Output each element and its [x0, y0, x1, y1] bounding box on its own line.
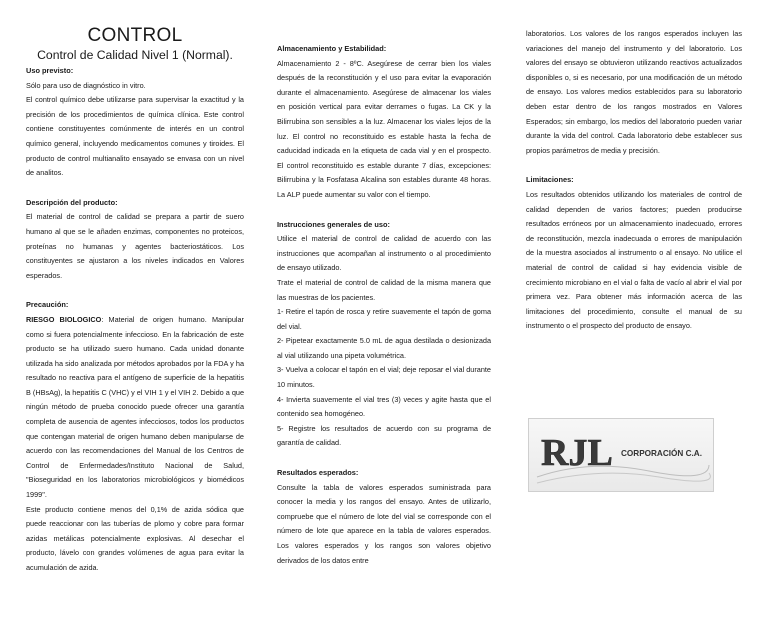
uso-text-1: Sólo para uso de diagnóstico in vitro. [26, 80, 146, 90]
instrucciones-text-1: Utilice el material de control de calidad de acuerdo con las instrucciones que acompañan al instrumento o al procedimiento de ensayo utilizado. [277, 234, 491, 273]
section-heading-precaucion: Precaución: [26, 300, 69, 310]
instrucciones-step-3: 3- Vuelva a colocar el tapón en el vial; deje reposar el vial durante 10 minutos. [277, 365, 491, 390]
section-heading-descripcion: Descripción del producto: [26, 197, 118, 207]
limitaciones-text: Los resultados obtenidos utilizando los materiales de control de calidad dependen de varios factores; pueden producirse resultados erróneos por un almacenamiento inadecuado, errores de reconstitución, mezcla inadecuada o errores de manipulación de la muestra asociados al instrumento o al ensayo. No utilice el material de control de calidad si hay evidencia visible de crecimiento microbiano en el vial o falta de vacío al abrir el vial por primera vez. Para obtener más información acerca de las limitaciones del procedimiento, consulte el manual de su instrumento o el prospecto del producto de ensayo. [526, 189, 742, 331]
column-right [526, 27, 742, 334]
resultados-text-continued: laboratorios. Los valores de los rangos esperados incluyen las variaciones del manejo del instrumento y del laboratorio. Los valores del ensayo se obtuvieron utilizando reactivos actualizados disponibles o, si es necesario, por una modificación de un método de ensayo. Los valores medios establecidos para su laboratorio deben estar dentro de los rangos mostrados en Valores Esperados; sin embargo, los medios del laboratorio pueden variar durante la vida del control. Cada laboratorio debe establecer sus propios parámetros de media y precisión. [526, 29, 742, 155]
section-heading-limitaciones: Limitaciones: [526, 175, 574, 185]
column-middle [277, 42, 491, 568]
instrucciones-step-4: 4- Invierta suavemente el vial tres (3) veces y agite hasta que el contenido sea homogéneo. [277, 394, 491, 419]
precaucion-body: : Material de origen humano. Manipular como si fuera potencialmente infeccioso. En la fabricación de este producto se ha utilizado suero humano. Cada unidad donante utilizada ha sido analizada por métodos aprobados por la FDA y ha resultado no reactiva para el antígeno de superficie de la hepatitis B (HBsAg), la hepatitis C (VHC) y el VIH 1 y el VIH 2. Debido a que ningún método de prueba conocido puede ofrecer una garantía completa de ausencia de agentes infecciosos, todos los productos que contengan material de origen humano deben manipularse de acuerdo con las recomendaciones del Manual de los Centros de Control de Enfermedades/Instituto Nacional de Salud, "Bioseguridad en los laboratorios microbiológicos y biomédicos 1999". [26, 314, 244, 500]
section-heading-uso: Uso previsto: [26, 66, 74, 75]
instrucciones-step-1: 1- Retire el tapón de rosca y retire suavemente el tapón de goma del vial. [277, 307, 491, 331]
column-left [26, 0, 244, 576]
rjl-logo-graphic [529, 419, 715, 493]
instrucciones-text-2: Trate el material de control de calidad de la misma manera que las muestras de los pacientes. [277, 277, 491, 302]
precaucion-text [26, 313, 244, 503]
section-heading-almacenamiento: Almacenamiento y Estabilidad: [277, 44, 387, 53]
instrucciones-step-2: 2- Pipetear exactamente 5.0 mL de agua destilada o desionizada al vial utilizando una pipeta volumétrica. [277, 336, 491, 360]
document-title: CONTROL [87, 25, 183, 46]
section-heading-instrucciones: Instrucciones generales de uso: [277, 219, 390, 229]
precaucion-text-2: Este producto contiene menos del 0,1% de azida sódica que puede reaccionar con las tuberías de plomo y cobre para formar azidas metálicas potencialmente explosivas. Al desechar el producto, lávelo con grandes volúmenes de agua para evitar la acumulación de azida. [26, 504, 244, 572]
instrucciones-step-5: 5- Registre los resultados de acuerdo con su programa de garantía de calidad. [277, 423, 491, 448]
document-subtitle: Control de Calidad Nivel 1 (Normal). [37, 48, 233, 62]
logo-company-name: CORPORACIÓN C.A. [621, 449, 702, 458]
almacenamiento-text: Almacenamiento 2 - 8ºC. Asegúrese de cerrar bien los viales después de la reconstitución y el uso para evitar la evaporación durante el almacenamiento. Asegúrese de almacenar los viales en posición vertical para evitar derrames o fugas. La CK y la Bilirrubina son sensibles a la luz. Almacenar los viales lejos de la luz. El control no reconstituido es estable hasta la fecha de caducidad indicada en la etiqueta de cada vial y en el prospecto. El control reconstituido es estable durante 7 días, excepciones: Bilirrubina y la Fosfatasa Alcalina son estables durante 48 horas. La ALP puede aumentar su valor con el tiempo. [277, 58, 491, 199]
uso-text-2: El control químico debe utilizarse para supervisar la exactitud y la precisión de los procedimientos de química clínica. Este control contiene constituyentes comúnmente de interés en un control químico general, incluyendo medicamentos comunes y tiroides. El producto de control multianalito ensayado se envasa con un nivel de analitos. [26, 95, 244, 178]
company-logo [528, 418, 714, 492]
logo-mark: RJL [541, 432, 613, 474]
resultados-text: Consulte la tabla de valores esperados suministrada para conocer la media y los rangos del ensayo. Antes de utilizarlo, compruebe que el número de lote del vial se corresponde con el número de lote que aparece en la tabla de valores esperados. Los valores esperados y los rangos son valores objetivo derivados de los datos entre [277, 482, 491, 565]
descripcion-text: El material de control de calidad se prepara a partir de suero humano al que se le añaden enzimas, componentes no proteicos, proteínas no humanas y agentes bacteriostáticos. Los constituyentes se ajustaron a los niveles indicados en Valores esperados. [26, 212, 244, 280]
section-heading-resultados: Resultados esperados: [277, 468, 359, 478]
riesgo-biologico-label: RIESGO BIOLOGICO [26, 314, 102, 324]
